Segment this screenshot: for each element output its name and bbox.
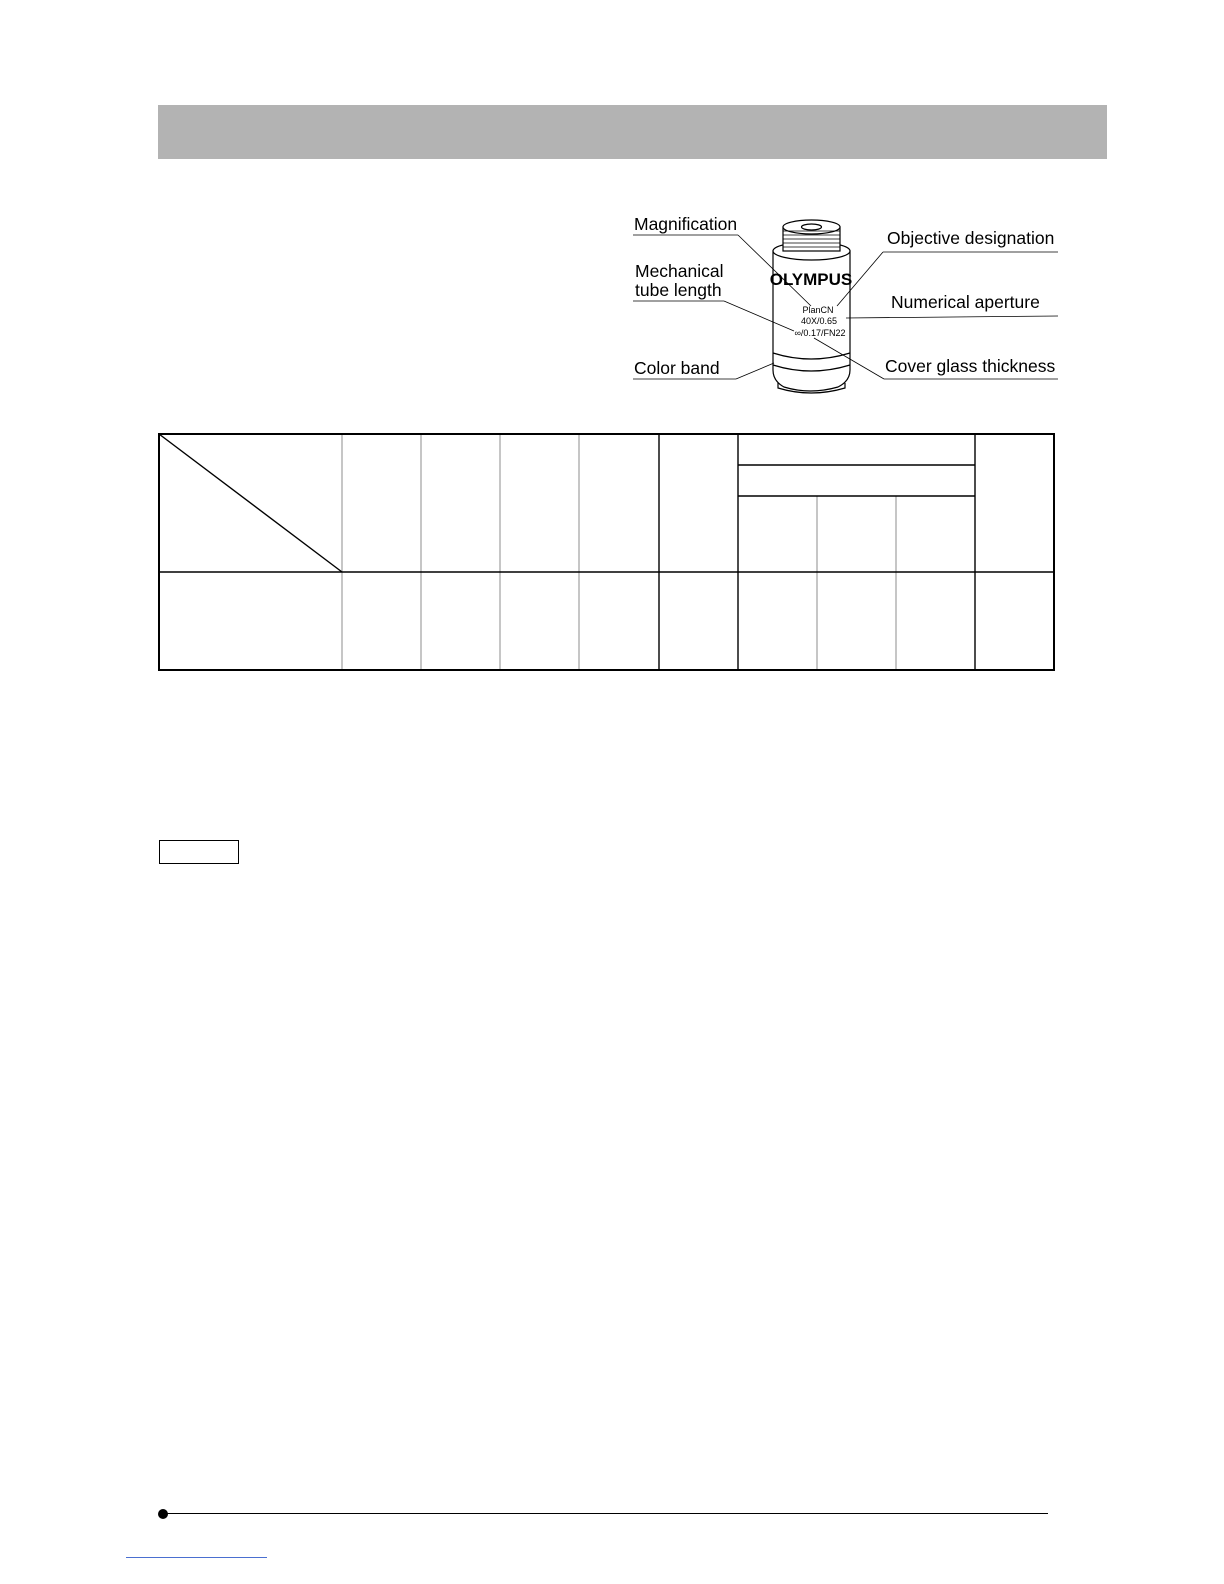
color-band-label: Color band <box>634 358 720 378</box>
brand-engraving: OLYMPUS <box>769 270 853 289</box>
specification-table <box>158 433 1058 673</box>
note-label-box <box>159 840 239 864</box>
footer-bullet <box>158 1509 168 1519</box>
objective-designation-label: Objective designation <box>887 228 1055 248</box>
tube-length-engraving: ∞/0.17/FN22 <box>794 328 846 338</box>
mechanical-tube-length-label-line2: tube length <box>635 280 722 300</box>
table-grid <box>158 433 1058 673</box>
cover-glass-thickness-label: Cover glass thickness <box>885 356 1056 376</box>
numerical-aperture-label: Numerical aperture <box>891 292 1040 312</box>
designation-engraving: PlanCN <box>802 305 834 315</box>
magnification-engraving: 40X/0.65 <box>800 316 838 326</box>
page-link[interactable] <box>126 1557 267 1558</box>
objective-lens-diagram <box>628 205 1068 405</box>
footer-rule <box>163 1513 1048 1514</box>
section-header-band <box>158 105 1107 159</box>
mechanical-tube-length-label-line1: Mechanical <box>635 261 724 281</box>
magnification-label: Magnification <box>634 214 738 234</box>
